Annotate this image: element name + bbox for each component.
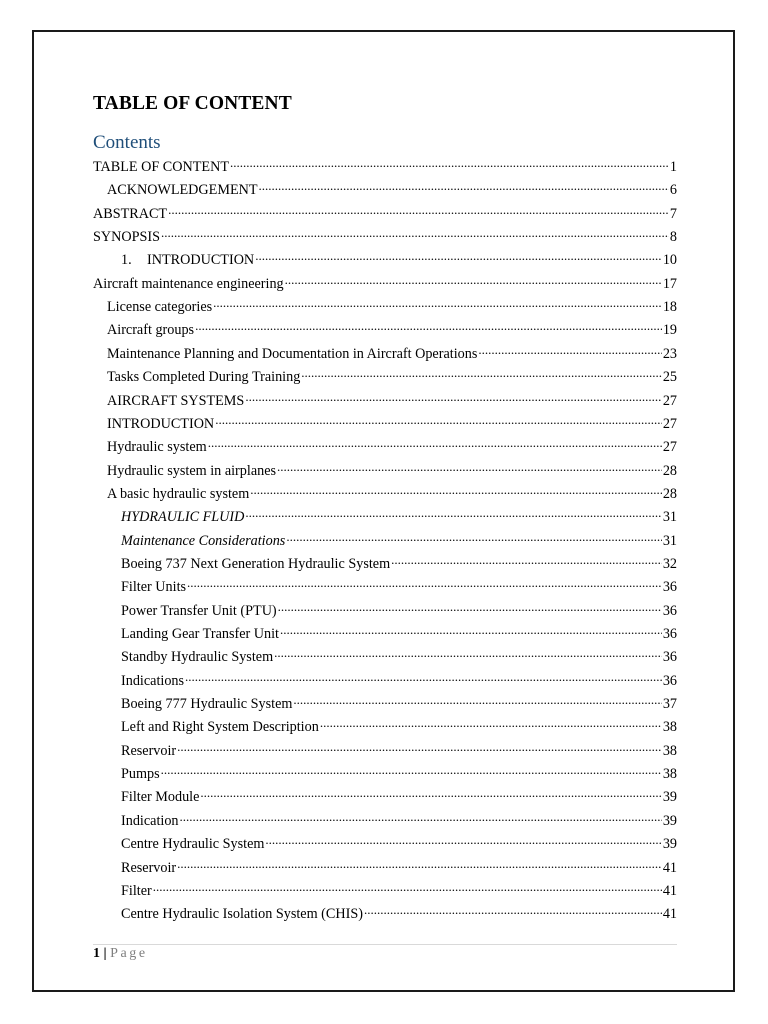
toc-entry-page: 6 (669, 182, 677, 199)
toc-leader-dots (161, 224, 669, 242)
toc-entry[interactable] (93, 691, 677, 713)
toc-entry-label (93, 275, 284, 293)
toc-entry-page: 38 (662, 742, 677, 759)
toc-entry[interactable] (93, 388, 677, 410)
toc-entry-page: 36 (662, 649, 677, 666)
toc-leader-dots (185, 668, 662, 686)
toc-entry-text: Aircraft groups (107, 322, 195, 339)
toc-entry-text: Centre Hydraulic Isolation System (CHIS) (121, 906, 363, 923)
toc-entry-page: 23 (662, 345, 677, 362)
toc-leader-dots (213, 294, 662, 312)
toc-entry-text: Centre Hydraulic System (121, 836, 265, 853)
toc-entry[interactable] (93, 434, 677, 456)
toc-entry[interactable] (93, 247, 677, 269)
toc-entry-number: 1. (121, 252, 132, 269)
toc-leader-dots (274, 644, 662, 662)
toc-entry-text: ABSTRACT (93, 205, 168, 222)
contents-title: Contents (93, 132, 161, 153)
toc-entry-label (121, 765, 160, 783)
toc-entry[interactable] (93, 458, 677, 480)
page-heading: TABLE OF CONTENT (93, 93, 292, 114)
toc-entry-text: Hydraulic system (107, 439, 207, 456)
toc-leader-dots (277, 458, 662, 476)
toc-entry-label (121, 695, 292, 713)
toc-leader-dots (208, 434, 662, 452)
toc-entry-page: 31 (662, 509, 677, 526)
toc-entry[interactable] (93, 481, 677, 503)
toc-entry-label (121, 835, 264, 853)
toc-entry-text: Maintenance Planning and Documentation in Aircraft Operations (107, 345, 478, 362)
toc-entry-text: HYDRAULIC FLUID (121, 509, 245, 526)
toc-leader-dots (478, 341, 661, 359)
toc-entry[interactable] (93, 154, 677, 176)
toc-entry-label (93, 158, 229, 176)
toc-entry-page: 27 (662, 392, 677, 409)
toc-entry-text: Boeing 777 Hydraulic System (121, 696, 293, 713)
toc-entry-label (121, 625, 279, 643)
toc-entry[interactable] (93, 271, 677, 293)
page-footer (93, 946, 148, 962)
toc-entry-label (121, 508, 244, 526)
toc-entry-label (93, 228, 160, 246)
toc-entry-page: 39 (662, 836, 677, 853)
toc-entry-label (107, 345, 477, 363)
footer-page-number: 1 (93, 946, 100, 961)
footer-divider (93, 944, 677, 945)
toc-entry[interactable] (93, 855, 677, 877)
toc-leader-dots (259, 177, 669, 195)
toc-leader-dots (293, 691, 661, 709)
toc-entry[interactable] (93, 831, 677, 853)
toc-entry-text: Reservoir (121, 859, 177, 876)
toc-entry-label (121, 882, 152, 900)
toc-entry-page: 18 (662, 299, 677, 316)
toc-leader-dots (187, 574, 662, 592)
toc-leader-dots (200, 784, 661, 802)
toc-leader-dots (280, 621, 662, 639)
toc-entry-page: 36 (662, 626, 677, 642)
toc-leader-dots (278, 598, 662, 616)
toc-entry-text: SYNOPSIS (93, 229, 161, 246)
toc-entry-page: 10 (662, 252, 677, 269)
toc-entry-text: INTRODUCTION (147, 252, 255, 269)
toc-entry-text: License categories (107, 299, 213, 316)
toc-entry-page: 19 (662, 322, 677, 339)
toc-entry-page: 25 (662, 369, 677, 386)
toc-entry-label (107, 298, 212, 316)
toc-entry-label (121, 602, 277, 620)
toc-leader-dots (250, 481, 662, 499)
toc-entry-page: 39 (662, 789, 677, 806)
toc-leader-dots (177, 855, 662, 873)
toc-entry[interactable] (93, 808, 677, 830)
toc-entry[interactable] (93, 761, 677, 783)
toc-leader-dots (180, 808, 662, 826)
toc-leader-dots (265, 831, 661, 849)
toc-entry-label (107, 462, 276, 480)
toc-entry-page: 17 (662, 275, 677, 292)
toc-entry[interactable] (93, 341, 677, 363)
toc-entry-text: Hydraulic system in airplanes (107, 462, 277, 479)
toc-entry-label (107, 321, 194, 339)
toc-entry[interactable] (93, 317, 677, 339)
toc-entry-label (107, 415, 214, 433)
toc-entry-text: Power Transfer Unit (PTU) (121, 602, 277, 619)
toc-entry-label (93, 205, 167, 223)
toc-entry[interactable] (93, 714, 677, 736)
toc-entry-label (121, 648, 273, 666)
footer-page-word: Page (110, 946, 148, 961)
toc-leader-dots (215, 411, 662, 429)
toc-entry-text: ACKNOWLEDGEMENT (107, 182, 258, 199)
toc-entry-label (121, 251, 254, 269)
toc-leader-dots (391, 551, 662, 569)
toc-entry-page: 41 (662, 906, 677, 923)
toc-leader-dots (153, 878, 662, 896)
toc-entry-label (107, 181, 258, 199)
toc-entry-page: 37 (662, 696, 677, 713)
toc-entry-page: 1 (669, 159, 677, 175)
toc-entry-text: Landing Gear Transfer Unit (121, 626, 280, 642)
toc-entry-label (107, 485, 249, 503)
toc-entry-text: Indications (121, 672, 185, 689)
toc-leader-dots (301, 364, 662, 382)
toc-leader-dots (168, 201, 669, 219)
toc-leader-dots (245, 504, 661, 522)
toc-entry[interactable] (93, 177, 677, 199)
toc-entry-text: A basic hydraulic system (107, 485, 250, 502)
toc-leader-dots (245, 388, 661, 406)
toc-entry-text: Indication (121, 812, 179, 829)
toc-entry-label (107, 368, 300, 386)
toc-entry[interactable] (93, 551, 677, 573)
footer-separator: | (103, 946, 107, 961)
toc-entry[interactable] (93, 784, 677, 806)
toc-leader-dots (195, 317, 662, 335)
toc-entry-page: 7 (669, 205, 677, 222)
toc-entry-page: 27 (662, 415, 677, 432)
toc-leader-dots (255, 247, 662, 265)
toc-entry[interactable] (93, 504, 677, 526)
toc-entry-text: TABLE OF CONTENT (93, 159, 229, 175)
toc-entry-page: 27 (662, 439, 677, 456)
toc-entry[interactable] (93, 621, 677, 643)
toc-leader-dots (177, 738, 662, 756)
toc-entry-page: 31 (662, 532, 677, 549)
toc-entry-text: Tasks Completed During Training (107, 369, 301, 386)
toc-entry[interactable] (93, 528, 677, 550)
toc-entry-text: Pumps (121, 766, 160, 783)
toc-entry-text: Left and Right System Description (121, 719, 319, 736)
toc-entry[interactable] (93, 598, 677, 620)
toc-leader-dots (161, 761, 662, 779)
toc-entry-page: 36 (662, 672, 677, 689)
toc-entry[interactable] (93, 364, 677, 386)
toc-entry-page: 32 (662, 555, 677, 572)
toc-entry-page: 36 (662, 602, 677, 619)
toc-entry-label (121, 532, 285, 550)
toc-entry-text: Filter (121, 882, 152, 899)
toc-entry-page: 39 (662, 812, 677, 829)
toc-entry-label (121, 905, 363, 923)
toc-entry-text: Reservoir (121, 742, 177, 759)
toc-entry-text: Maintenance Considerations (121, 532, 286, 549)
toc-entry[interactable] (93, 668, 677, 690)
toc-entry-text: AIRCRAFT SYSTEMS (107, 392, 245, 409)
toc-entry-page: 8 (669, 229, 677, 246)
toc-entry-text: Aircraft maintenance engineering (93, 275, 284, 292)
toc-leader-dots (286, 528, 661, 546)
toc-entry-text: Boeing 737 Next Generation Hydraulic System (121, 555, 391, 572)
toc-entry-label (121, 812, 179, 830)
toc-entry[interactable] (93, 738, 677, 760)
toc-entry-page: 36 (662, 579, 677, 596)
toc-entry[interactable] (93, 224, 677, 246)
toc-entry-label (121, 672, 184, 690)
toc-entry-text: Standby Hydraulic System (121, 649, 274, 666)
toc-entry-label (121, 555, 390, 573)
toc-entry-text: INTRODUCTION (107, 415, 215, 432)
toc-entry[interactable] (93, 201, 677, 223)
toc-entry[interactable] (93, 574, 677, 596)
toc-leader-dots (230, 154, 669, 172)
toc-leader-dots (320, 714, 662, 732)
toc-leader-dots (364, 901, 662, 919)
toc-entry-label (121, 859, 176, 877)
toc-entry-label (121, 788, 199, 806)
toc-entry-text: Filter Units (121, 579, 187, 596)
toc-entry-label (121, 742, 176, 760)
toc-leader-dots (285, 271, 662, 289)
toc-entry-label (121, 578, 186, 596)
toc-entry-page: 41 (662, 882, 677, 899)
toc-entry-page: 28 (662, 462, 677, 479)
toc-entry[interactable] (93, 901, 677, 923)
toc-entry-text: Filter Module (121, 789, 200, 806)
toc-entry[interactable] (93, 644, 677, 666)
toc-entry-label (107, 438, 207, 456)
toc-entry[interactable] (93, 411, 677, 433)
toc-entry[interactable] (93, 878, 677, 900)
toc-entry-page: 41 (662, 859, 677, 876)
toc-entry-label (121, 718, 319, 736)
toc-entry-page: 38 (662, 719, 677, 736)
toc-entry[interactable] (93, 294, 677, 316)
toc-entry-page: 28 (662, 485, 677, 502)
toc-entry-label (107, 392, 244, 410)
toc-entry-page: 38 (662, 766, 677, 783)
